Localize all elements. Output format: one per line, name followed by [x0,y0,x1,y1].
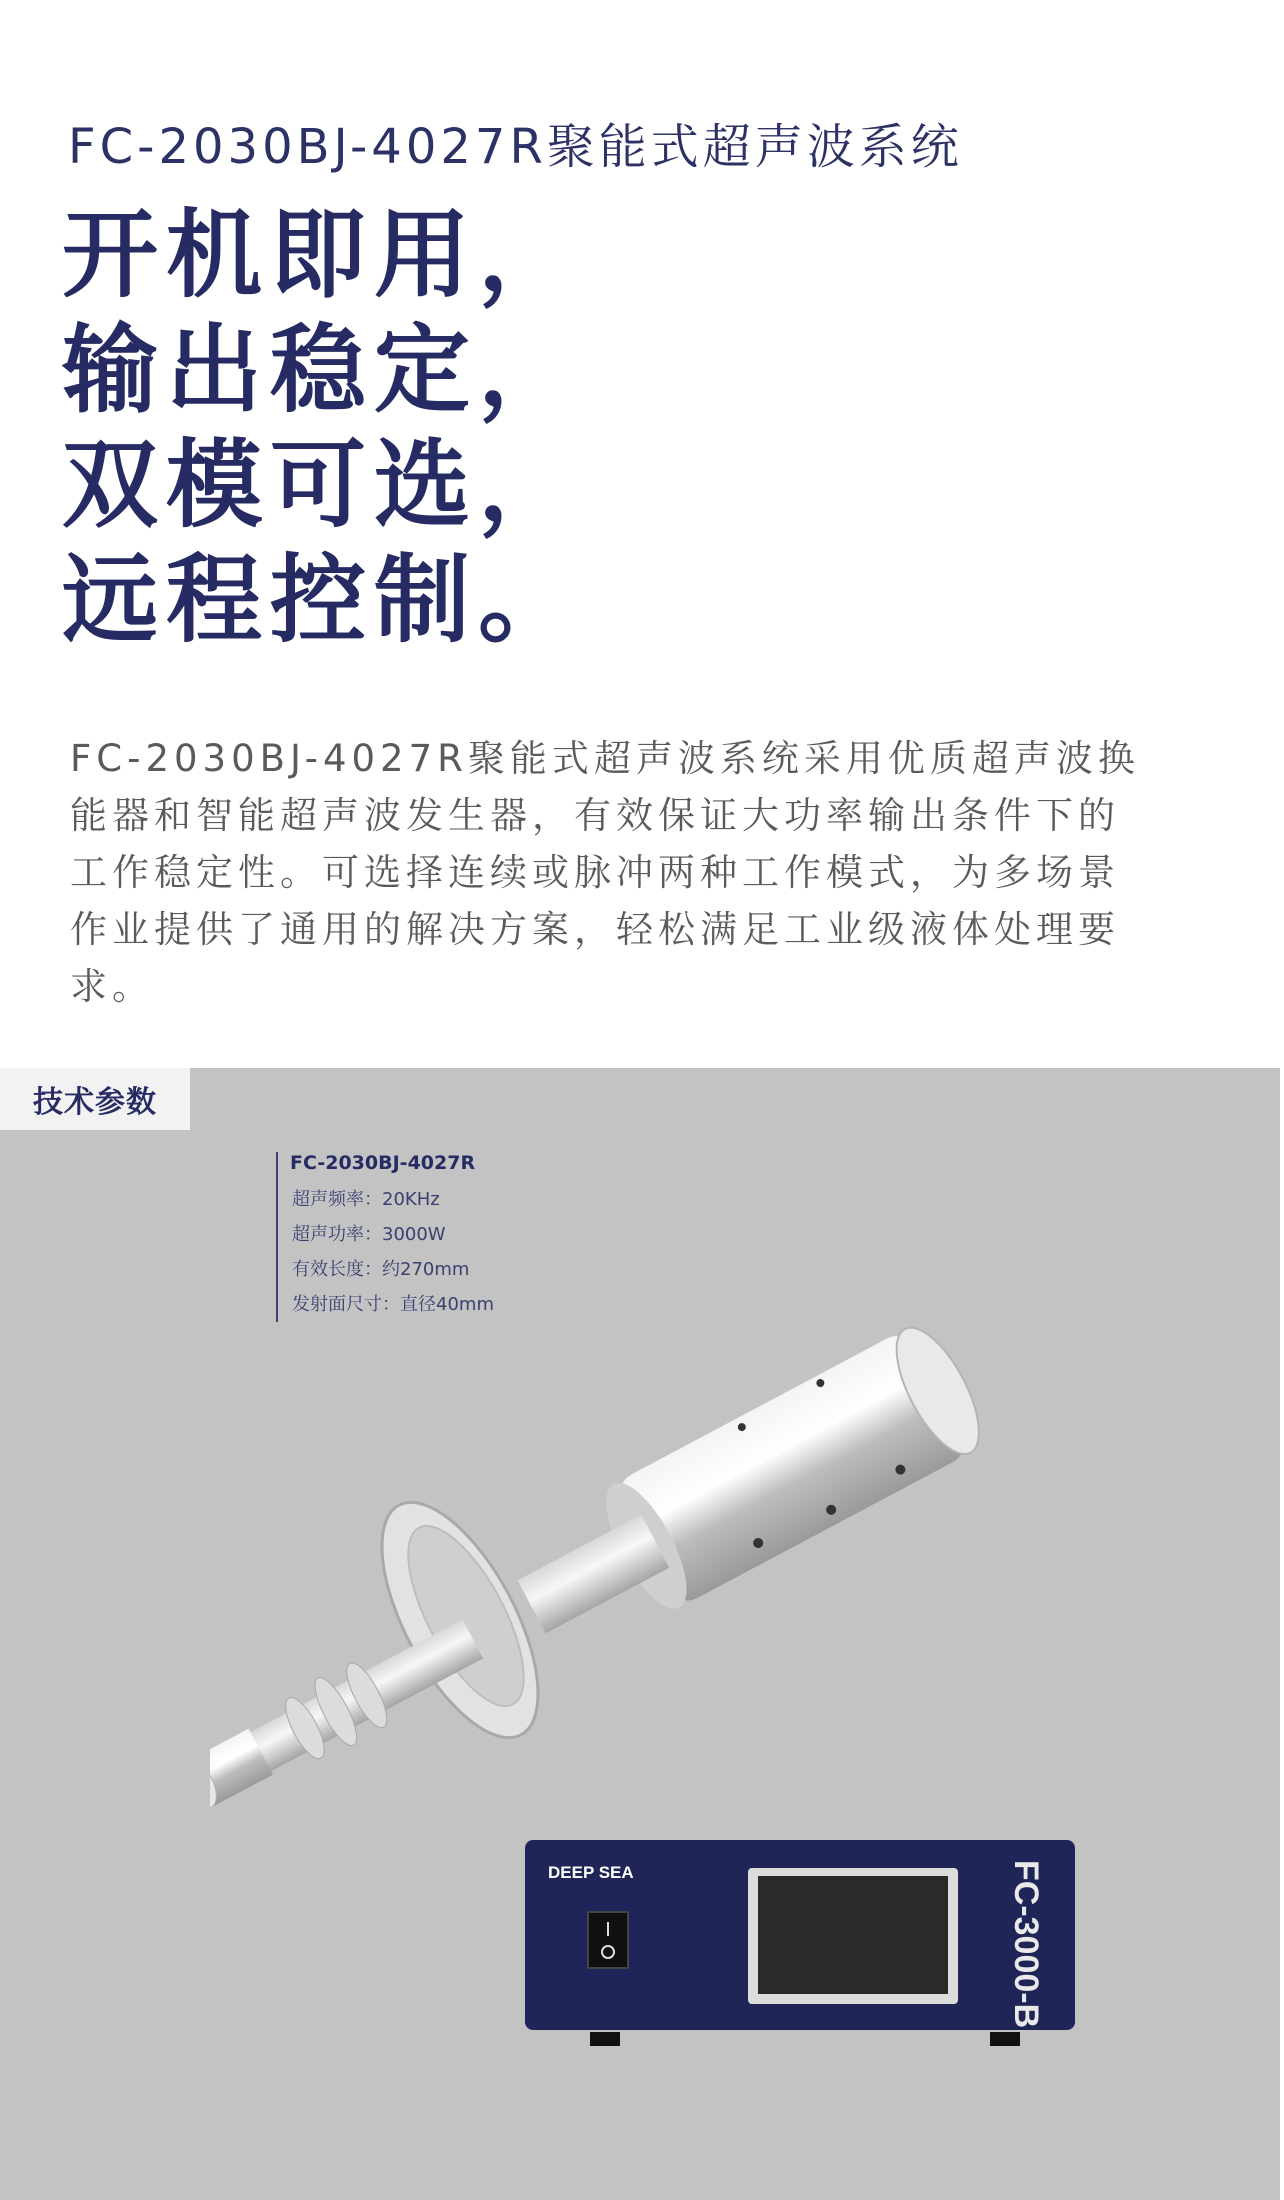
product-subtitle: FC-2030BJ-4027R聚能式超声波系统 [68,119,963,175]
specs-list [276,1152,494,1322]
spec-item: 超声频率：20KHz [292,1189,440,1210]
device-model: FC-3000-B [1007,1860,1045,2029]
headline [62,198,582,658]
specs-tab-label: 技术参数 [33,1085,157,1120]
specs-tab [0,1068,190,1130]
headline-line: 开机即用， [62,199,582,311]
spec-item: 超声功率：3000W [292,1224,446,1245]
spec-item: 有效长度：约270mm [292,1259,470,1280]
headline-line: 输出稳定， [62,314,582,426]
headline-line: 远程控制。 [62,544,582,656]
generator-device [520,1840,1080,2050]
headline-line: 双模可选， [62,429,582,541]
product-description: FC-2030BJ-4027R聚能式超声波系统采用优质超声波换能器和智能超声波发生器，有效保证大功率输出条件下的工作稳定性。可选择连续或脉冲两种工作模式，为多场景作业提供了通用的解决方案，轻松满足工业级液体处理要求。 [70,737,1140,1008]
spec-model: FC-2030BJ-4027R [290,1152,476,1174]
device-brand: DEEP SEA [548,1863,634,1882]
ultrasonic-probe-image [210,1310,990,1860]
spec-item: 发射面尺寸：直径40mm [292,1294,494,1315]
